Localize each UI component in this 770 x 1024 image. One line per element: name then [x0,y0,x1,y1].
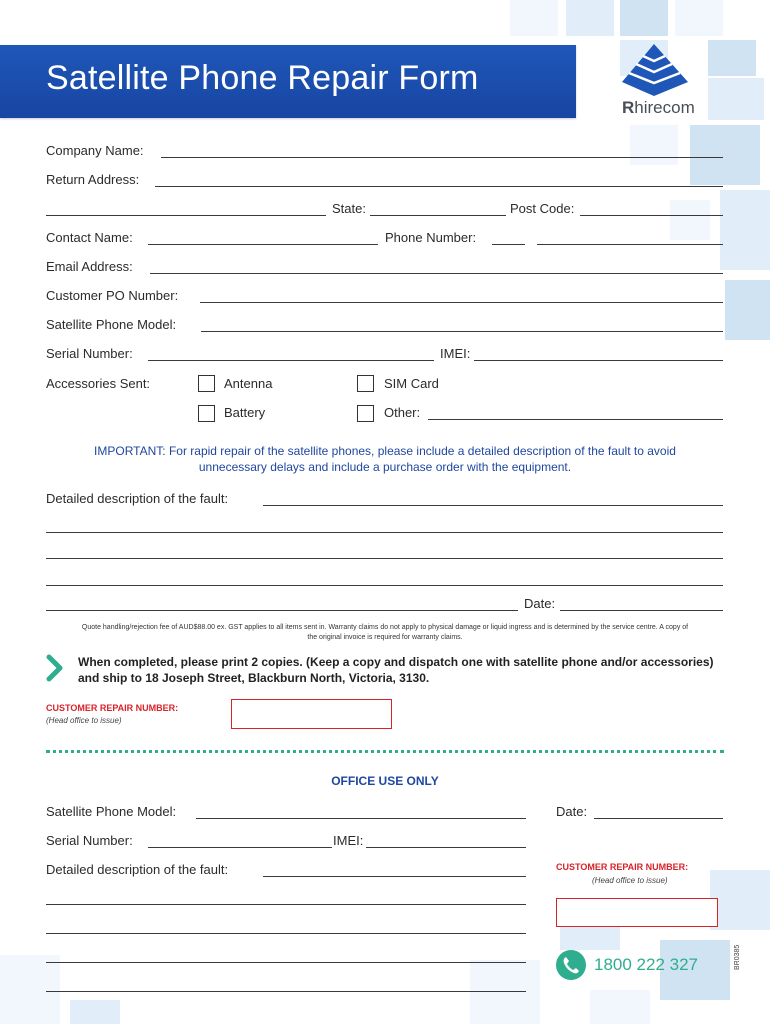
office-model-field[interactable] [196,818,526,819]
pyramid-logo-icon [612,42,722,102]
fault-description-line[interactable] [46,532,723,533]
company-name-label: Company Name: [46,143,144,158]
other-accessory-field[interactable] [428,419,723,420]
customer-repair-number-note: (Head office to issue) [46,716,122,725]
date-label: Date: [524,596,556,611]
phone-number-label: Phone Number: [385,230,477,245]
antenna-label: Antenna [224,376,273,391]
office-fault-field[interactable] [263,876,526,877]
office-repair-number-label: CUSTOMER REPAIR NUMBER: [556,862,689,872]
office-repair-number-input[interactable] [556,898,718,927]
other-checkbox[interactable] [357,405,374,422]
fault-description-field[interactable] [263,505,723,506]
office-imei-field[interactable] [366,847,526,848]
return-address-line2-field[interactable] [46,215,326,216]
customer-repair-number-label: CUSTOMER REPAIR NUMBER: [46,703,179,713]
antenna-checkbox[interactable] [198,375,215,392]
phone-model-label: Satellite Phone Model: [46,317,177,332]
sim-card-label: SIM Card [384,376,439,391]
logo-mark: R [622,98,635,117]
title-banner [0,45,576,118]
battery-label: Battery [224,405,266,420]
hirecom-logo [612,42,722,122]
serial-number-field[interactable] [148,360,434,361]
background-tile [70,1000,120,1024]
post-code-label: Post Code: [510,201,575,216]
fault-description-line[interactable] [46,585,723,586]
logo-text: hirecom [634,98,695,117]
office-date-label: Date: [556,804,588,819]
support-phone-number[interactable]: 1800 222 327 [594,955,698,974]
contact-name-field[interactable] [148,244,378,245]
imei-field[interactable] [474,360,723,361]
email-address-field[interactable] [150,273,723,274]
customer-repair-number-input[interactable] [231,699,392,729]
serial-number-label: Serial Number: [46,346,133,361]
imei-label: IMEI: [440,346,471,361]
customer-po-field[interactable] [200,302,723,303]
company-name-field[interactable] [161,157,723,158]
office-imei-label: IMEI: [333,833,364,848]
office-repair-number-note: (Head office to issue) [592,876,668,885]
phone-number-field[interactable] [537,244,723,245]
fault-description-line[interactable] [46,558,723,559]
office-fault-line[interactable] [46,904,526,905]
date-field[interactable] [560,610,723,611]
return-address-label: Return Address: [46,172,140,187]
office-use-title: OFFICE USE ONLY [331,774,439,788]
office-serial-label: Serial Number: [46,833,133,848]
customer-po-label: Customer PO Number: [46,288,179,303]
accessories-label: Accessories Sent: [46,376,151,391]
page-title: Satellite Phone Repair Form [46,59,479,97]
important-note: IMPORTANT: For rapid repair of the satellite phones, please include a detailed description of the fault to avoid unnecessary delays and include a purchase order with the equipment. [94,444,676,474]
shipping-instructions: When completed, please print 2 copies. (Keep a copy and dispatch one with satellite phone and/or accessories) and ship to 18 Joseph Street, Blackburn North, Victoria, 3130. [78,655,714,685]
background-tile [0,955,60,1024]
state-field[interactable] [370,215,506,216]
document-code: BR0385 [734,944,741,970]
post-code-field[interactable] [580,215,723,216]
office-date-field[interactable] [594,818,723,819]
other-label: Other: [384,405,421,420]
office-fault-line[interactable] [46,991,526,992]
office-model-label: Satellite Phone Model: [46,804,177,819]
office-fault-line[interactable] [46,962,526,963]
email-address-label: Email Address: [46,259,133,274]
office-fault-line[interactable] [46,933,526,934]
cut-line-divider [46,750,724,753]
fault-description-label: Detailed description of the fault: [46,491,229,506]
office-serial-field[interactable] [148,847,332,848]
fee-note: Quote handling/rejection fee of AUD$88.00 ex. GST applies to all items sent in. Warranty claims do not apply to physical damage or liquid ingress and is determined by the service centre. A copy of the original invoice is required for warranty claims. [81,624,689,641]
sim-card-checkbox[interactable] [357,375,374,392]
phone-model-field[interactable] [201,331,723,332]
chevron-right-icon [46,654,64,682]
state-label: State: [332,201,366,216]
office-fault-label: Detailed description of the fault: [46,862,229,877]
contact-name-label: Contact Name: [46,230,133,245]
phone-area-code-field[interactable] [492,244,525,245]
fault-description-line[interactable] [46,610,518,611]
phone-icon [556,950,586,980]
logo-wordmark [622,98,695,118]
return-address-field[interactable] [155,186,723,187]
battery-checkbox[interactable] [198,405,215,422]
